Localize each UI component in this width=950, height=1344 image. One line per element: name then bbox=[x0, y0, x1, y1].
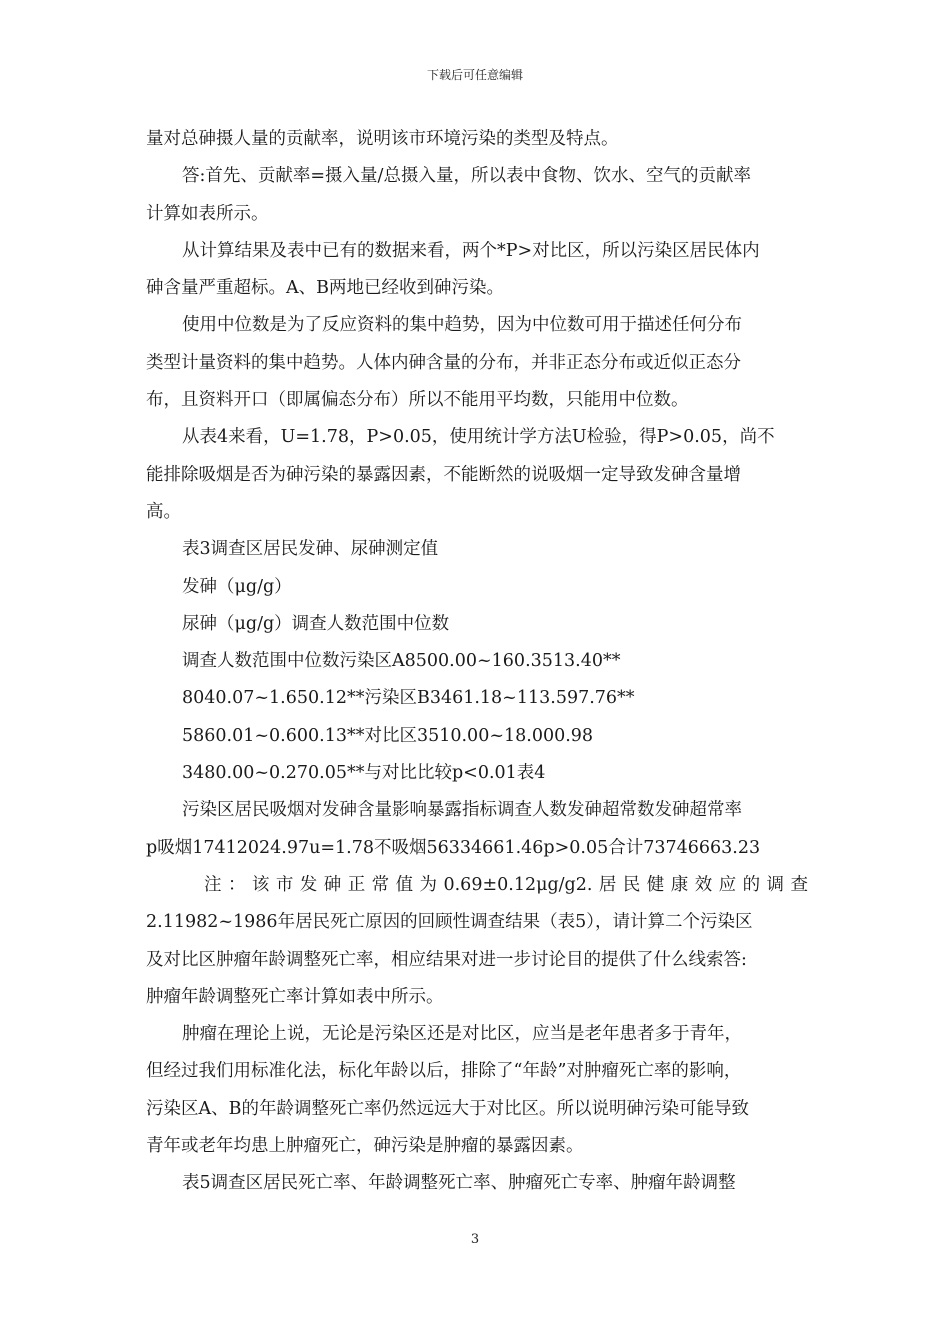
text-line: 8040.07~1.650.12**污染区B3461.18~113.597.76** bbox=[182, 688, 635, 709]
text-line: 5860.01~0.600.13**对比区3510.00~18.000.98 bbox=[182, 725, 594, 746]
document-body bbox=[146, 121, 808, 1203]
table-caption: 表3调查区居民发砷、尿砷测定值 bbox=[182, 539, 439, 560]
text-line: 高。 bbox=[146, 501, 181, 522]
text-line: 能排除吸烟是否为砷污染的暴露因素，不能断然的说吸烟一定导致发砷含量增 bbox=[146, 464, 741, 485]
text-line: 肿瘤在理论上说，无论是污染区还是对比区，应当是老年患者多于青年， bbox=[182, 1024, 742, 1045]
text-line: 肿瘤年龄调整死亡率计算如表中所示。 bbox=[146, 986, 444, 1007]
text-line: 2.11982~1986年居民死亡原因的回顾性调查结果（表5），请计算二个污染区 bbox=[146, 912, 753, 933]
page-number: 3 bbox=[470, 1232, 480, 1247]
text-line: 砷含量严重超标。A、B两地已经收到砷污染。 bbox=[146, 278, 504, 299]
text-line: 注：该市发砷正常值为0.69±0.12μg/g2.居民健康效应的调查 bbox=[204, 874, 808, 895]
text-line: 从表4来看，U=1.78，P>0.05，使用统计学方法U检验，得P>0.05，尚不 bbox=[182, 427, 775, 448]
text-line: 调查人数范围中位数污染区A8500.00~160.3513.40** bbox=[182, 651, 621, 672]
text-line: 3480.00~0.270.05**与对比比较p<0.01表4 bbox=[182, 763, 546, 784]
text-line: 及对比区肿瘤年龄调整死亡率，相应结果对进一步讨论目的提供了什么线索答: bbox=[146, 949, 747, 970]
page-header: 下载后可任意编辑 bbox=[426, 68, 523, 82]
text-line: 污染区A、B的年龄调整死亡率仍然远远大于对比区。所以说明砷污染可能导致 bbox=[146, 1098, 749, 1119]
text-line: p吸烟17412024.97u=1.78不吸烟56334661.46p>0.05合计73746663.23 bbox=[146, 837, 761, 858]
text-line: 布，且资料开口（即属偏态分布）所以不能用平均数，只能用中位数。 bbox=[146, 390, 689, 411]
text-line: 答:首先、贡献率=摄入量/总摄入量，所以表中食物、饮水、空气的贡献率 bbox=[182, 166, 751, 187]
text-line: 计算如表所示。 bbox=[146, 203, 269, 224]
text-line: 发砷（μg/g） bbox=[182, 576, 292, 597]
text-line: 青年或老年均患上肿瘤死亡，砷污染是肿瘤的暴露因素。 bbox=[146, 1136, 584, 1157]
table-caption: 表5调查区居民死亡率、年龄调整死亡率、肿瘤死亡专率、肿瘤年龄调整 bbox=[182, 1173, 736, 1194]
text-line: 类型计量资料的集中趋势。人体内砷含量的分布，并非正态分布或近似正态分 bbox=[146, 352, 741, 373]
text-line: 使用中位数是为了反应资料的集中趋势，因为中位数可用于描述任何分布 bbox=[182, 315, 742, 336]
text-line: 尿砷（μg/g）调查人数范围中位数 bbox=[182, 613, 450, 634]
text-line: 量对总砷摄人量的贡献率，说明该市环境污染的类型及特点。 bbox=[146, 129, 619, 149]
text-line: 污染区居民吸烟对发砷含量影响暴露指标调查人数发砷超常数发砷超常率 bbox=[182, 800, 742, 821]
text-line: 从计算结果及表中已有的数据来看，两个*P>对比区，所以污染区居民体内 bbox=[182, 240, 760, 261]
text-line: 但经过我们用标准化法，标化年龄以后，排除了“年龄”对肿瘤死亡率的影响， bbox=[146, 1061, 742, 1082]
